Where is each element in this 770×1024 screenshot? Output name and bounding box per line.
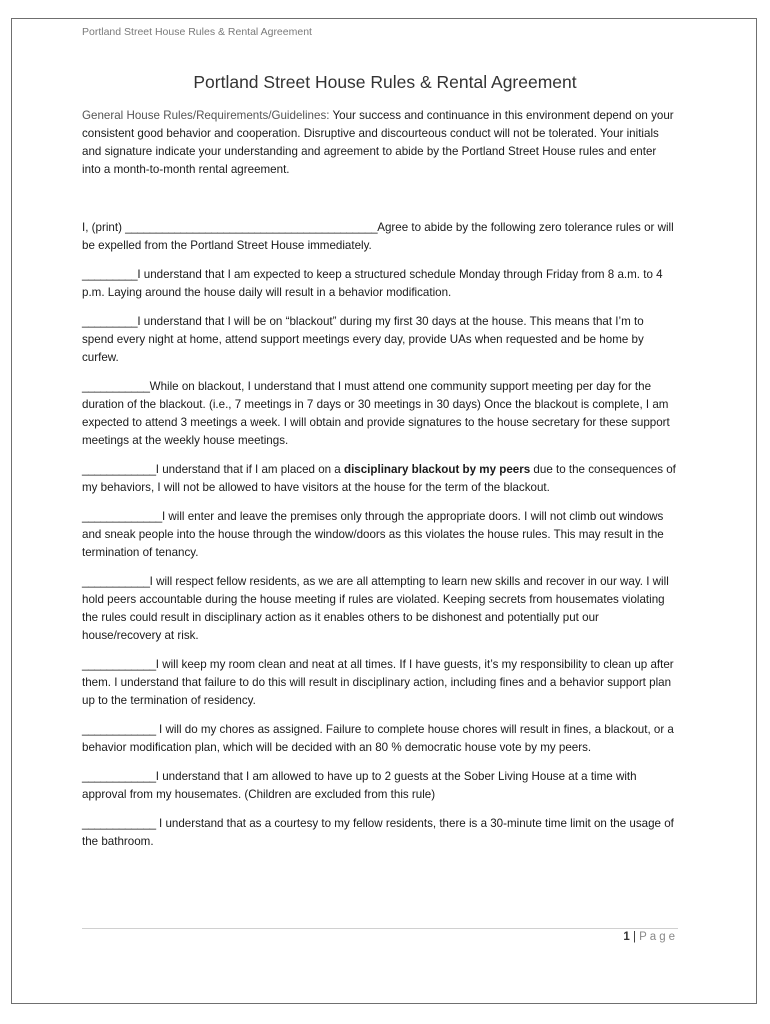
- rule-paragraph: [82, 656, 678, 710]
- initial-blank[interactable]: ___________: [82, 575, 150, 588]
- intro-text: Your success and continuance in this environment depend on your consistent good behavior and cooperation. Disruptive and discourteous conduct will not be tolerated. Your initials and signature indicate your understanding and agreement to abide by the Portland Street House rules and enter into a month-to-month rental agreement.: [82, 109, 674, 176]
- print-name-blank[interactable]: _________________________________________: [125, 221, 378, 234]
- footer-divider: [82, 928, 678, 929]
- page-number: 1: [623, 931, 630, 943]
- rule-paragraph: [82, 721, 678, 757]
- footer-separator: |: [629, 931, 640, 943]
- intro-paragraph: [82, 107, 678, 179]
- rule-paragraph: [82, 508, 678, 562]
- rule-text: due to the consequences of my behaviors, I will not be allowed to have visitors at the house for the term of the blackout.: [82, 463, 676, 494]
- rule-paragraph: [82, 266, 678, 302]
- page-label: Page: [639, 931, 678, 943]
- document-title: Portland Street House Rules & Rental Agreement: [193, 72, 577, 92]
- rule-paragraph: [82, 313, 678, 367]
- rule-paragraph: [82, 768, 678, 804]
- rule-text: I understand that I am expected to keep a structured schedule Monday through Friday from 8 a.m. to 4 p.m. Laying around the house daily will result in a behavior modification.: [82, 268, 663, 299]
- rule-text: I will respect fellow residents, as we are all attempting to learn new skills and recover in our way. I will hold peers accountable during the house meeting if rules are violated. Keeping secrets from housemates violating the rules could result in disciplinary action as it enables others to be dishonest and potentially put our house/recovery at risk.: [82, 575, 669, 642]
- rule-text: I understand that as a courtesy to my fellow residents, there is a 30-minute time limit on the usage of the bathroom.: [82, 817, 674, 848]
- print-name-paragraph: [82, 219, 678, 255]
- running-header: Portland Street House Rules & Rental Agreement: [82, 26, 312, 38]
- rule-bold-text: disciplinary blackout by my peers: [343, 463, 531, 476]
- rule-text: I understand that if I am placed on a: [155, 463, 344, 476]
- initial-blank[interactable]: ___________: [82, 380, 150, 393]
- initial-blank[interactable]: ____________: [82, 723, 156, 736]
- page-footer: [623, 931, 678, 943]
- print-prefix: I, (print): [82, 221, 126, 234]
- initial-blank[interactable]: ____________: [82, 817, 156, 830]
- document-body: [82, 107, 678, 862]
- rule-paragraph: [82, 815, 678, 851]
- rule-text: I understand that I am allowed to have up to 2 guests at the Sober Living House at a time with approval from my housemates. (Children are excluded from this rule): [82, 770, 637, 801]
- initial-blank[interactable]: ____________: [82, 770, 156, 783]
- initial-blank[interactable]: _________: [82, 268, 138, 281]
- print-line-text: Agree to abide by the following zero tolerance rules or will be expelled from the Portland Street House immediately.: [82, 221, 674, 252]
- rule-paragraph: [82, 378, 678, 450]
- initial-blank[interactable]: ____________: [82, 463, 156, 476]
- initial-blank[interactable]: ____________: [82, 658, 156, 671]
- rule-text: I will enter and leave the premises only through the appropriate doors. I will not climb out windows and sneak people into the house through the window/doors as this violates the house rules. This may result in the termination of tenancy.: [82, 510, 664, 559]
- rule-text: I will do my chores as assigned. Failure to complete house chores will result in fines, a blackout, or a behavior modification plan, which will be decided with an 80 % democratic house vote by my peers.: [82, 723, 674, 754]
- intro-label: General House Rules/Requirements/Guidelines:: [82, 109, 330, 122]
- initial-blank[interactable]: _____________: [82, 510, 162, 523]
- rule-paragraph: [82, 573, 678, 645]
- rule-text: While on blackout, I understand that I must attend one community support meeting per day for the duration of the blackout. (i.e., 7 meetings in 7 days or 30 meetings in 30 days) Once the blackout is complete, I am expected to attend 3 meetings a week. I will obtain and provide signatures to the house secretary for these support meetings at the weekly house meetings.: [82, 380, 670, 447]
- initial-blank[interactable]: _________: [82, 315, 138, 328]
- rule-paragraph: [82, 461, 678, 497]
- rule-text: I understand that I will be on “blackout” during my first 30 days at the house. This means that I’m to spend every night at home, attend support meetings every day, provide UAs when requested and be home by curfew.: [82, 315, 644, 364]
- spacer: [82, 190, 678, 219]
- rule-text: I will keep my room clean and neat at all times. If I have guests, it’s my responsibility to clean up after them. I understand that failure to do this will result in disciplinary action, including fines and a behavior support plan up to the termination of residency.: [82, 658, 674, 707]
